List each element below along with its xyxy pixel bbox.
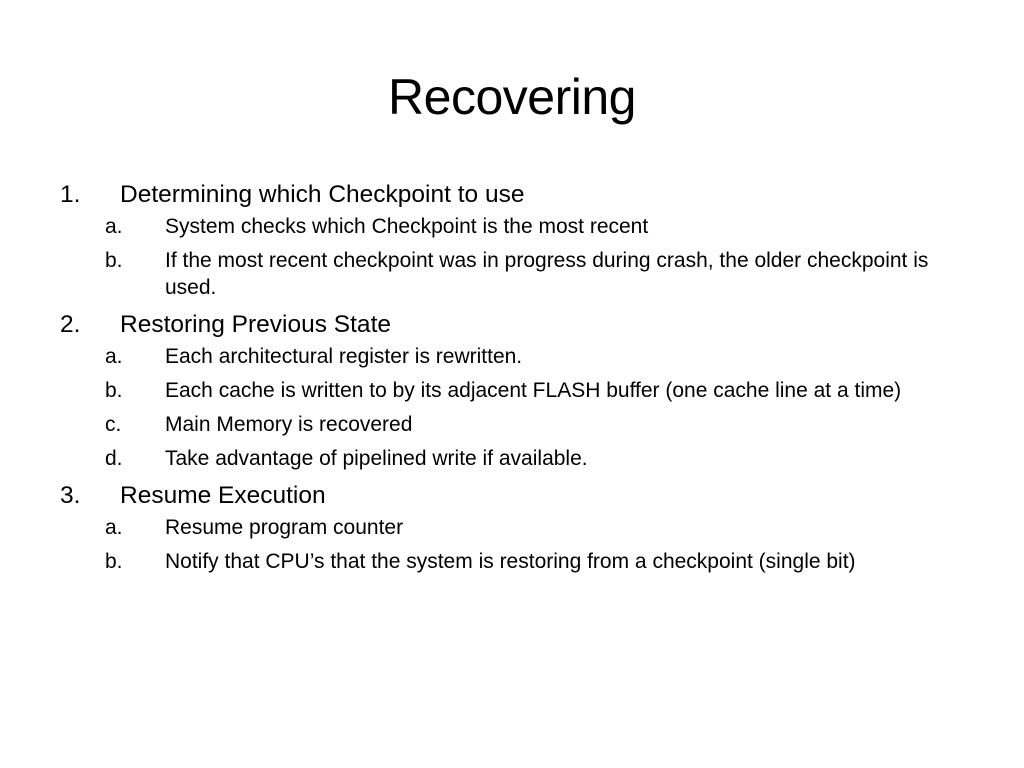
sub-item-2d (60, 445, 970, 472)
list-number: 3. (60, 482, 81, 509)
sub-item-text: System checks which Checkpoint is the most recent (165, 215, 649, 238)
sub-item-text: Each architectural register is rewritten. (165, 345, 523, 368)
list-number: 1. (60, 181, 81, 208)
sub-item-2b (60, 377, 970, 404)
sub-item-text: Main Memory is recovered (165, 413, 413, 436)
sub-item-text: If the most recent checkpoint was in progress during crash, the older checkpoint is used. (165, 249, 929, 299)
list-item-text: Resume Execution (120, 482, 326, 509)
sub-item-3b (60, 548, 970, 575)
list-item-2 (60, 308, 970, 342)
sub-item-text: Each cache is written to by its adjacent FLASH buffer (one cache line at a time) (165, 379, 902, 402)
sub-item-letter: a. (105, 516, 123, 539)
list-item-text: Determining which Checkpoint to use (120, 181, 525, 208)
slide-title: Recovering (388, 69, 636, 125)
sub-item-letter: c. (105, 413, 122, 436)
sub-item-1b (60, 247, 970, 301)
sub-item-2c (60, 411, 970, 438)
sub-item-text: Resume program counter (165, 516, 404, 539)
sub-item-1a (60, 213, 970, 240)
list-number: 2. (60, 311, 81, 338)
sub-item-text: Notify that CPU’s that the system is restoring from a checkpoint (single bit) (165, 550, 856, 573)
sub-item-3a (60, 514, 970, 541)
list-item-1 (60, 178, 970, 212)
sub-item-letter: a. (105, 345, 123, 368)
slide-content (60, 178, 970, 581)
list-item-3 (60, 479, 970, 513)
sub-item-letter: a. (105, 215, 123, 238)
sub-item-letter: b. (105, 550, 123, 573)
sub-item-letter: b. (105, 379, 123, 402)
sub-item-letter: d. (105, 447, 123, 470)
sub-item-letter: b. (105, 249, 123, 272)
list-item-text: Restoring Previous State (120, 311, 391, 338)
sub-item-2a (60, 343, 970, 370)
sub-item-text: Take advantage of pipelined write if available. (165, 447, 588, 470)
